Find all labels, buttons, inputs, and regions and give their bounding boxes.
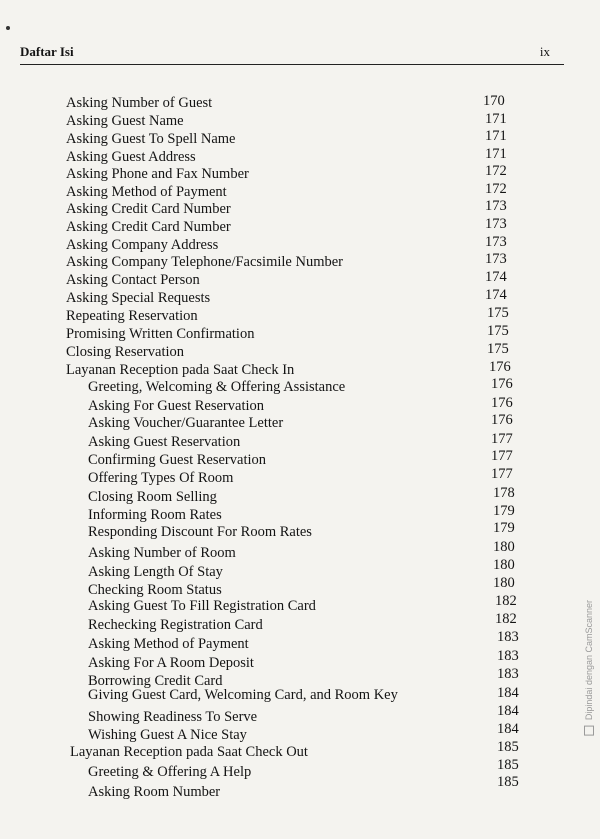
toc-entry-page: 185 xyxy=(497,774,519,790)
toc-entry-page: 176 xyxy=(491,412,513,428)
toc-entry-page: 184 xyxy=(497,703,519,719)
toc-entry-page: 180 xyxy=(493,557,515,573)
toc-entry-label: Asking Guest Name xyxy=(66,113,184,129)
toc-entry-page: 173 xyxy=(485,216,507,232)
toc-entry-page: 171 xyxy=(485,111,507,127)
toc-entry-label: Closing Reservation xyxy=(66,344,185,360)
toc-entry-page: 173 xyxy=(485,198,507,214)
toc-entry-label: Asking Method of Payment xyxy=(88,636,249,652)
toc-entry-page: 183 xyxy=(497,629,519,645)
toc-entry-page: 173 xyxy=(485,234,507,250)
toc-entry-page: 183 xyxy=(497,648,519,664)
toc-entry-label: Asking Guest To Fill Registration Card xyxy=(88,598,316,614)
toc-entry-label: Asking Credit Card Number xyxy=(66,219,231,235)
toc-entry-label: Closing Room Selling xyxy=(88,489,217,505)
toc-entry-page: 172 xyxy=(485,163,507,179)
toc-entry-label: Responding Discount For Room Rates xyxy=(88,524,312,540)
toc-entry-label: Asking For Guest Reservation xyxy=(88,398,264,414)
toc-entry-label: Asking Guest To Spell Name xyxy=(66,131,236,147)
toc-entry-page: 182 xyxy=(495,611,517,627)
toc-entry-label: Asking Voucher/Guarantee Letter xyxy=(88,415,284,431)
toc-entry-page: 180 xyxy=(493,539,515,555)
toc-entry-page: 177 xyxy=(491,448,513,464)
toc-entry-page: 183 xyxy=(497,666,519,682)
toc-entry-page: 173 xyxy=(485,251,507,267)
toc-entry-label: Asking Room Number xyxy=(88,784,221,800)
toc-entry-label: Asking Number of Room xyxy=(88,545,236,561)
toc-entry-page: 175 xyxy=(487,305,509,321)
toc-entry-page: 176 xyxy=(491,376,513,392)
toc-entry-page: 176 xyxy=(489,359,511,375)
toc-entry-label: Asking Guest Address xyxy=(66,149,196,165)
toc-entry-page: 174 xyxy=(485,269,507,285)
running-header xyxy=(20,42,564,65)
toc-entry-label: Promising Written Confirmation xyxy=(66,326,255,342)
toc-entry-page: 174 xyxy=(485,287,507,303)
toc-entry-label: Asking Company Telephone/Facsimile Number xyxy=(66,254,343,270)
toc-entry-label: Checking Room Status xyxy=(88,582,222,598)
toc-entry-page: 180 xyxy=(493,575,515,591)
toc-entry-page: 184 xyxy=(497,685,519,701)
toc-entry-label: Rechecking Registration Card xyxy=(88,617,263,633)
scan-mark xyxy=(6,26,10,30)
toc-entry-label: Showing Readiness To Serve xyxy=(88,709,258,725)
toc-entry-label: Informing Room Rates xyxy=(88,507,222,523)
toc-entry-page: 170 xyxy=(483,93,505,109)
toc-entry-page: 179 xyxy=(493,520,515,536)
toc-entry-label: Asking Guest Reservation xyxy=(88,434,241,450)
toc-entry-label: Asking Length Of Stay xyxy=(88,564,223,580)
toc-entry-page: 185 xyxy=(497,739,519,755)
scanner-watermark-text: Dipindai dengan CamScanner xyxy=(584,600,594,721)
toc-entry-page: 171 xyxy=(485,146,507,162)
toc-entry-page: 182 xyxy=(495,593,517,609)
header-page-number: ix xyxy=(539,44,550,59)
header-section-title: Daftar Isi xyxy=(20,44,74,59)
toc-entry-label: Asking Company Address xyxy=(66,237,219,253)
toc-entry-page: 185 xyxy=(497,757,519,773)
toc-entry-page: 177 xyxy=(491,431,513,447)
toc-entry-page: 171 xyxy=(485,128,507,144)
toc-entry-label: Layanan Reception pada Saat Check Out xyxy=(70,744,308,760)
toc-entry-label: Layanan Reception pada Saat Check In xyxy=(66,362,295,378)
toc-entry-page: 172 xyxy=(485,181,507,197)
toc-entry-page: 178 xyxy=(493,485,515,501)
toc-entry-page: 184 xyxy=(497,721,519,737)
toc-entry-label: Asking Number of Guest xyxy=(66,95,213,111)
toc-entry-label: Asking For A Room Deposit xyxy=(88,655,254,671)
toc-entry-label: Borrowing Credit Card xyxy=(88,673,223,689)
toc-entry-label: Asking Contact Person xyxy=(66,272,200,288)
toc-entry-label: Giving Guest Card, Welcoming Card, and Room Key xyxy=(88,687,398,703)
toc-entry-label: Greeting, Welcoming & Offering Assistance xyxy=(88,379,346,395)
toc-entry-label: Offering Types Of Room xyxy=(88,470,234,486)
camscanner-icon xyxy=(584,726,594,736)
toc-entry-page: 175 xyxy=(487,341,509,357)
toc-entry-label: Greeting & Offering A Help xyxy=(88,764,252,780)
toc-entry-label: Repeating Reservation xyxy=(66,308,198,324)
toc-entry-page: 176 xyxy=(491,395,513,411)
toc-entry-label: Asking Method of Payment xyxy=(66,184,227,200)
scanner-watermark xyxy=(584,600,594,736)
toc-entry-page: 175 xyxy=(487,323,509,339)
toc-entry-label: Asking Special Requests xyxy=(66,290,211,306)
toc-entry-label: Asking Credit Card Number xyxy=(66,201,231,217)
toc-entry-label: Confirming Guest Reservation xyxy=(88,452,267,468)
toc-entry-label: Asking Phone and Fax Number xyxy=(66,166,249,182)
toc-entry-page: 179 xyxy=(493,503,515,519)
toc-entry-label: Wishing Guest A Nice Stay xyxy=(88,727,247,743)
toc-entry-page: 177 xyxy=(491,466,513,482)
